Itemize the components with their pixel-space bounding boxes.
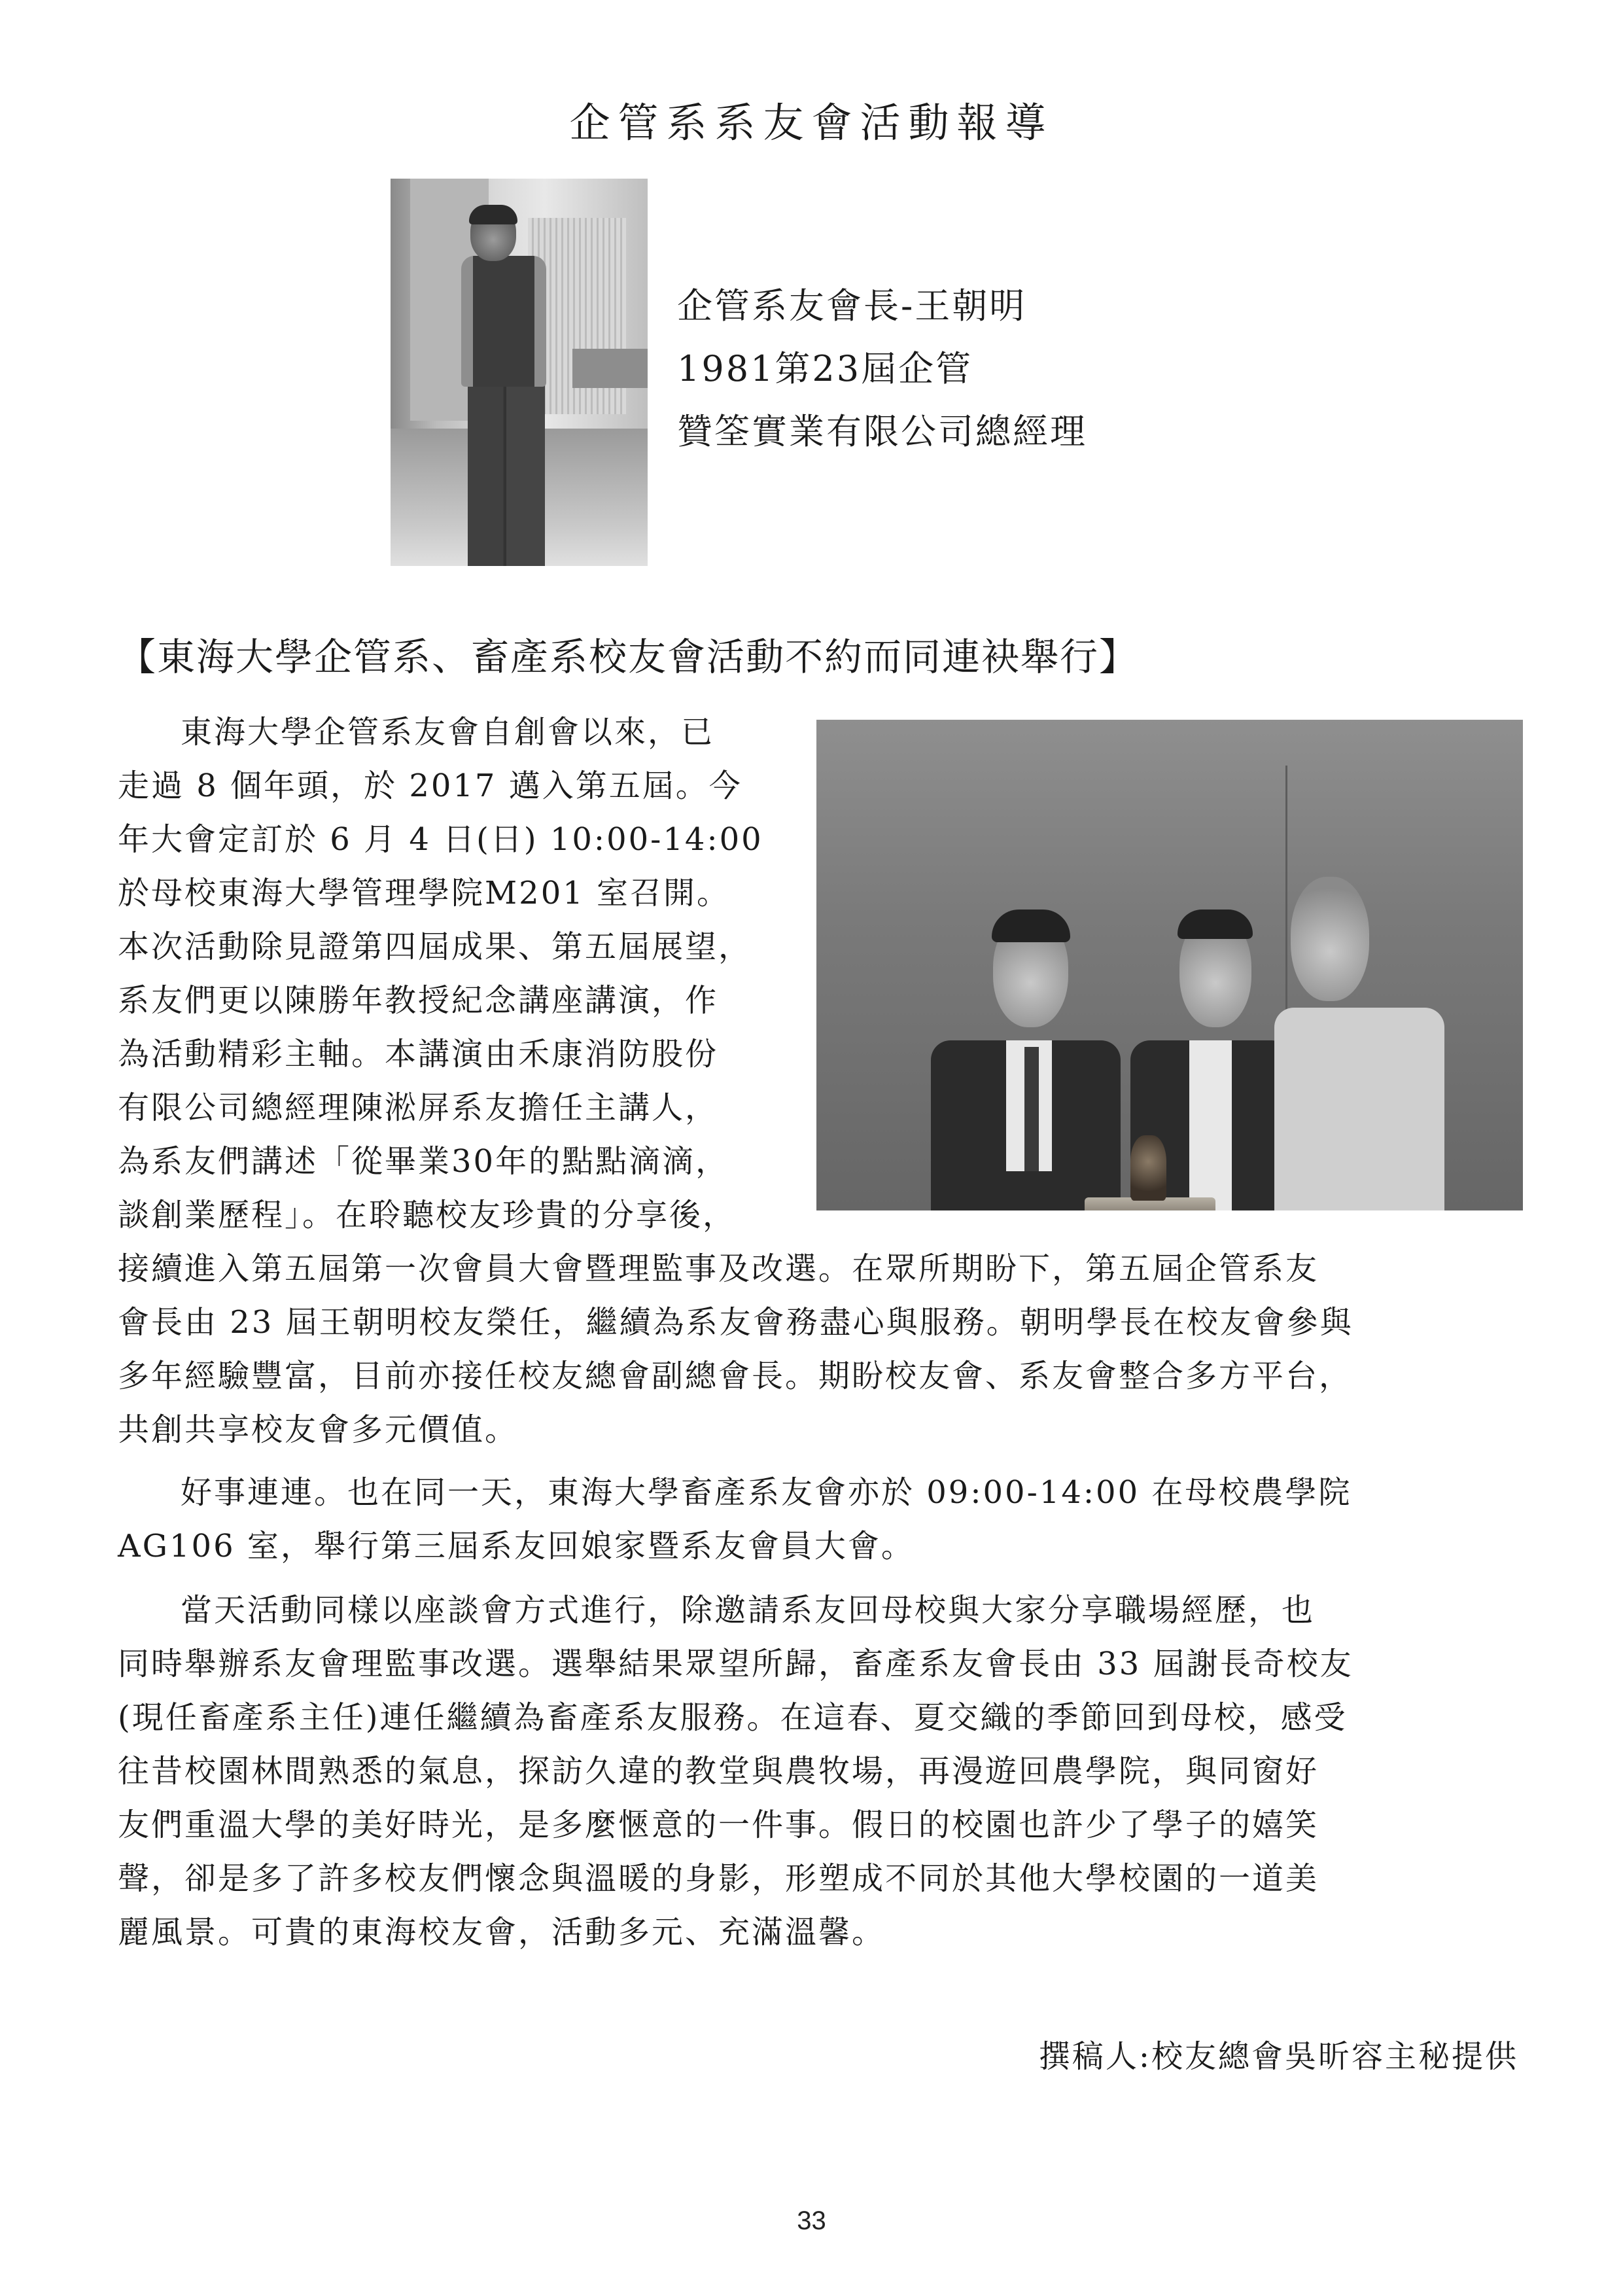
text-line: 於母校東海大學管理學院M201 室召開。 (118, 875, 731, 911)
profile-caption (677, 275, 1087, 463)
profile-class: 1981第23屆企管 (677, 348, 973, 389)
text-line: (現任畜產系主任)連任繼續為畜產系友服務。在這春、夏交織的季節回到母校，感受 (118, 1699, 1348, 1736)
text-line: 會長由 23 屆王朝明校友榮任，繼續為系友會務盡心與服務。朝明學長在校友會參與 (118, 1304, 1353, 1341)
text-line: 東海大學企管系友會自創會以來，已 (181, 714, 715, 751)
article-paragraph-2 (118, 1466, 1352, 1573)
text-line: 聲，卻是多了許多校友們懷念與溫暖的身影，形塑成不同於其他大學校園的一道美 (118, 1860, 1319, 1897)
article-byline: 撰稿人:校友總會吳昕容主秘提供 (1038, 2038, 1518, 2075)
text-line: 談創業歷程」。在聆聽校友珍貴的分享後， (118, 1197, 737, 1233)
text-line: 為系友們講述「從畢業30年的點點滴滴， (118, 1143, 729, 1180)
page-number: 33 (797, 2206, 826, 2235)
article-intro-column (118, 705, 763, 1242)
text-line: 友們重溫大學的美好時光，是多麼愜意的一件事。假日的校園也許少了學子的嬉笑 (118, 1807, 1319, 1843)
article-paragraph-1-continued (118, 1242, 1353, 1457)
text-line: 好事連連。也在同一天，東海大學畜產系友會亦於 09:00-14:00 在母校農學院 (181, 1474, 1352, 1511)
text-line: AG106 室，舉行第三屆系友回娘家暨系友會員大會。 (118, 1528, 915, 1564)
text-line: 年大會定訂於 6 月 4 日(日) 10:00-14:00 (118, 821, 763, 858)
portrait-photo (391, 179, 648, 566)
text-line: 往昔校園林間熟悉的氣息，探訪久違的教堂與農牧場，再漫遊回農學院，與同窗好 (118, 1753, 1319, 1790)
event-photo (816, 720, 1523, 1210)
page-title: 企管系系友會活動報導 (569, 99, 1054, 147)
text-line: 本次活動除見證第四屆成果、第五屆展望， (118, 928, 752, 965)
text-line: 有限公司總經理陳淞屏系友擔任主講人， (118, 1089, 719, 1126)
text-line: 同時舉辦系友會理監事改選。選舉結果眾望所歸，畜產系友會長由 33 屆謝長奇校友 (118, 1646, 1353, 1682)
article-heading: 【東海大學企管系、畜產系校友會活動不約而同連袂舉行】 (118, 635, 1139, 679)
text-line: 為活動精彩主軸。本講演由禾康消防股份 (118, 1036, 719, 1072)
profile-company: 贊筌實業有限公司總經理 (677, 411, 1087, 452)
profile-title: 企管系友會長-王朝明 (677, 285, 1027, 327)
text-line: 系友們更以陳勝年教授紀念講座講演，作 (118, 982, 719, 1019)
text-line: 共創共享校友會多元價值。 (118, 1411, 519, 1448)
text-line: 麗風景。可貴的東海校友會，活動多元、充滿溫馨。 (118, 1914, 886, 1951)
article-paragraph-3 (118, 1583, 1353, 1959)
text-line: 接續進入第五屆第一次會員大會暨理監事及改選。在眾所期盼下，第五屆企管系友 (118, 1250, 1319, 1287)
text-line: 當天活動同樣以座談會方式進行，除邀請系友回母校與大家分享職場經歷，也 (181, 1592, 1316, 1629)
text-line: 多年經驗豐富，目前亦接任校友總會副總會長。期盼校友會、系友會整合多方平台， (118, 1358, 1353, 1394)
text-line: 走過 8 個年頭，於 2017 邁入第五屆。今 (118, 768, 742, 804)
